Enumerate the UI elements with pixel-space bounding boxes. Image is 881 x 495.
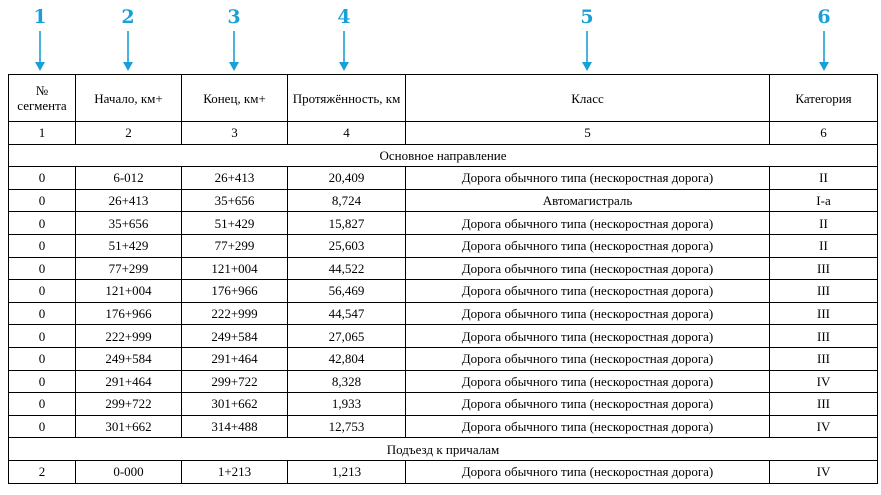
- section-title: Подъезд к причалам: [9, 438, 878, 461]
- cell-end: 222+999: [182, 302, 288, 325]
- cell-category: III: [770, 257, 878, 280]
- marker-number: 3: [227, 6, 241, 28]
- down-arrow-icon: [338, 31, 350, 71]
- cell-end: 299+722: [182, 370, 288, 393]
- section-header-row: [9, 438, 878, 461]
- header-end: Конец, км+: [182, 75, 288, 122]
- cell-class: Дорога обычного типа (нескоростная дорога): [406, 325, 770, 348]
- cell-class: Дорога обычного типа (нескоростная дорога): [406, 460, 770, 483]
- cell-end: 51+429: [182, 212, 288, 235]
- cell-segment-number: 0: [9, 167, 76, 190]
- table-row: [9, 415, 878, 438]
- cell-start: 6-012: [76, 167, 182, 190]
- cell-class: Дорога обычного типа (нескоростная дорога): [406, 393, 770, 416]
- column-number: 4: [288, 122, 406, 145]
- cell-class: Дорога обычного типа (нескоростная дорога): [406, 415, 770, 438]
- column-numbers-row: [9, 122, 878, 145]
- section-title: Основное направление: [9, 144, 878, 167]
- cell-category: III: [770, 325, 878, 348]
- table-row: [9, 212, 878, 235]
- cell-segment-number: 0: [9, 302, 76, 325]
- cell-end: 249+584: [182, 325, 288, 348]
- cell-category: III: [770, 280, 878, 303]
- header-length: Протяжённость, км: [288, 75, 406, 122]
- cell-start: 121+004: [76, 280, 182, 303]
- cell-segment-number: 0: [9, 189, 76, 212]
- table-row: [9, 370, 878, 393]
- cell-length: 27,065: [288, 325, 406, 348]
- cell-segment-number: 0: [9, 393, 76, 416]
- cell-length: 44,547: [288, 302, 406, 325]
- cell-start: 51+429: [76, 234, 182, 257]
- cell-length: 20,409: [288, 167, 406, 190]
- column-number: 5: [406, 122, 770, 145]
- marker-number: 5: [580, 6, 594, 28]
- cell-category: II: [770, 167, 878, 190]
- header-category: Категория: [770, 75, 878, 122]
- cell-class: Дорога обычного типа (нескоростная дорога): [406, 257, 770, 280]
- cell-end: 176+966: [182, 280, 288, 303]
- column-marker-4: [324, 6, 364, 71]
- cell-class: Дорога обычного типа (нескоростная дорога): [406, 234, 770, 257]
- cell-segment-number: 2: [9, 460, 76, 483]
- cell-category: III: [770, 393, 878, 416]
- cell-end: 35+656: [182, 189, 288, 212]
- cell-category: II: [770, 234, 878, 257]
- cell-length: 8,328: [288, 370, 406, 393]
- cell-class: Дорога обычного типа (нескоростная дорога): [406, 280, 770, 303]
- table-row: [9, 280, 878, 303]
- table-row: [9, 460, 878, 483]
- column-number: 2: [76, 122, 182, 145]
- column-markers: [0, 0, 881, 74]
- cell-length: 56,469: [288, 280, 406, 303]
- section-header-row: [9, 144, 878, 167]
- header-row: [9, 75, 878, 122]
- cell-segment-number: 0: [9, 234, 76, 257]
- cell-class: Дорога обычного типа (нескоростная дорога): [406, 370, 770, 393]
- cell-start: 301+662: [76, 415, 182, 438]
- cell-class: Автомагистраль: [406, 189, 770, 212]
- cell-category: I-a: [770, 189, 878, 212]
- cell-class: Дорога обычного типа (нескоростная дорога): [406, 212, 770, 235]
- marker-number: 6: [817, 6, 831, 28]
- column-number: 1: [9, 122, 76, 145]
- cell-length: 1,213: [288, 460, 406, 483]
- marker-number: 1: [33, 6, 47, 28]
- cell-class: Дорога обычного типа (нескоростная дорога): [406, 302, 770, 325]
- cell-class: Дорога обычного типа (нескоростная дорога): [406, 347, 770, 370]
- table-row: [9, 325, 878, 348]
- cell-end: 291+464: [182, 347, 288, 370]
- cell-category: III: [770, 302, 878, 325]
- marker-number: 2: [121, 6, 135, 28]
- cell-end: 314+488: [182, 415, 288, 438]
- cell-start: 291+464: [76, 370, 182, 393]
- cell-segment-number: 0: [9, 280, 76, 303]
- cell-end: 26+413: [182, 167, 288, 190]
- cell-start: 176+966: [76, 302, 182, 325]
- down-arrow-icon: [818, 31, 830, 71]
- down-arrow-icon: [122, 31, 134, 71]
- cell-start: 222+999: [76, 325, 182, 348]
- cell-category: II: [770, 212, 878, 235]
- cell-start: 35+656: [76, 212, 182, 235]
- cell-end: 121+004: [182, 257, 288, 280]
- cell-start: 77+299: [76, 257, 182, 280]
- column-marker-6: [804, 6, 844, 71]
- header-segment-number: № сегмента: [9, 75, 76, 122]
- column-number: 3: [182, 122, 288, 145]
- cell-start: 26+413: [76, 189, 182, 212]
- table-row: [9, 257, 878, 280]
- table-row: [9, 167, 878, 190]
- cell-segment-number: 0: [9, 415, 76, 438]
- column-number: 6: [770, 122, 878, 145]
- cell-length: 44,522: [288, 257, 406, 280]
- cell-length: 8,724: [288, 189, 406, 212]
- table-row: [9, 234, 878, 257]
- table-row: [9, 347, 878, 370]
- cell-segment-number: 0: [9, 325, 76, 348]
- cell-category: IV: [770, 460, 878, 483]
- down-arrow-icon: [34, 31, 46, 71]
- cell-category: III: [770, 347, 878, 370]
- cell-length: 25,603: [288, 234, 406, 257]
- cell-end: 1+213: [182, 460, 288, 483]
- table-body: [9, 144, 878, 483]
- column-marker-5: [567, 6, 607, 71]
- cell-class: Дорога обычного типа (нескоростная дорога): [406, 167, 770, 190]
- cell-start: 0-000: [76, 460, 182, 483]
- cell-length: 12,753: [288, 415, 406, 438]
- table-row: [9, 302, 878, 325]
- column-marker-2: [108, 6, 148, 71]
- cell-segment-number: 0: [9, 370, 76, 393]
- cell-segment-number: 0: [9, 257, 76, 280]
- cell-start: 299+722: [76, 393, 182, 416]
- table-row: [9, 393, 878, 416]
- cell-segment-number: 0: [9, 347, 76, 370]
- cell-length: 42,804: [288, 347, 406, 370]
- down-arrow-icon: [228, 31, 240, 71]
- cell-category: IV: [770, 370, 878, 393]
- cell-segment-number: 0: [9, 212, 76, 235]
- segments-table: [8, 74, 878, 484]
- header-start: Начало, км+: [76, 75, 182, 122]
- column-marker-3: [214, 6, 254, 71]
- marker-number: 4: [337, 6, 351, 28]
- cell-start: 249+584: [76, 347, 182, 370]
- column-marker-1: [20, 6, 60, 71]
- down-arrow-icon: [581, 31, 593, 71]
- cell-category: IV: [770, 415, 878, 438]
- cell-length: 15,827: [288, 212, 406, 235]
- table-row: [9, 189, 878, 212]
- cell-length: 1,933: [288, 393, 406, 416]
- cell-end: 77+299: [182, 234, 288, 257]
- cell-end: 301+662: [182, 393, 288, 416]
- header-class: Класс: [406, 75, 770, 122]
